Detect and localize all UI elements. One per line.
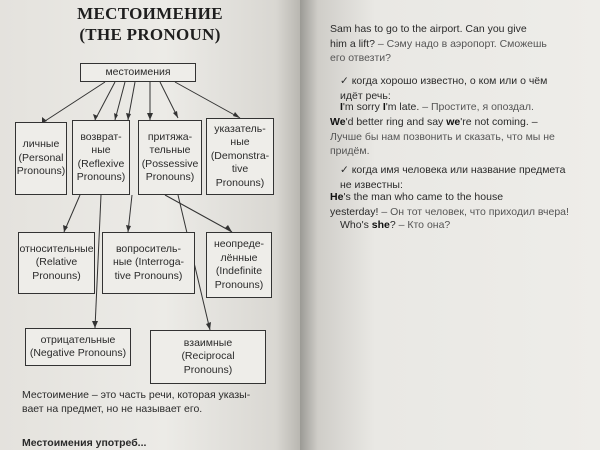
example-1-en-line1: Sam has to go to the airport. Can you give [330,23,527,35]
example-4-text-2: yesterday! [330,205,379,218]
box-relative: относительные (Relative Pronouns) [18,232,95,294]
example-1-ru-line2: его отвезти? [330,52,392,64]
example-3-ru: Лучше бы нам позвонить и сказать, что мы не придём. [330,130,555,157]
example-5 [340,218,595,233]
example-3-text-2: 're not coming. [460,116,529,128]
box-interrogative: вопроситель- ные (Interroga- tive Pronouns) [102,232,195,294]
box-personal: личные (Personal Pronouns) [15,122,67,195]
example-2-pronoun-2: I [382,101,386,113]
box-demonstrative: указатель- ные (Demonstra- tive Pronouns) [206,118,274,195]
example-4-ru: – Он тот человек, что приходил вчера! [378,205,569,218]
example-3-dash: – [528,116,538,128]
example-3-pronoun-1: We [330,116,346,128]
example-2-ru: – Простите, я опоздал. [419,101,534,113]
example-5-pronoun: she [371,219,390,231]
example-2 [340,100,595,115]
example-1 [330,22,595,66]
example-2-text-1: 'm sorry [342,101,383,113]
example-3-pronoun-2: we [446,116,461,128]
rule-1 [340,74,595,103]
example-5-text-1: Who's [340,219,372,231]
rule-2-line1: ✓ когда имя человека или название предмета [340,164,566,176]
example-1-ru-line1: – Сэму надо в аэропорт. Сможешь [374,37,547,50]
rule-2-line2: не известны: [340,178,403,191]
diagram-root-box: местоимения [80,63,196,82]
example-4-pronoun: He [330,191,344,203]
example-5-text-2: ? [389,219,396,231]
box-reflexive: возврат- ные (Reflexive Pronouns) [72,120,130,195]
example-5-ru: – Кто она? [395,219,451,231]
rule-2 [340,163,595,192]
example-2-pronoun-1: I [340,101,343,113]
definition-text: Местоимение – это часть речи, которая указы- вает на предмет, но не называет его. [22,389,251,415]
rule-1-line1: ✓ когда хорошо известно, о ком или о чём [340,75,548,87]
bottom-heading: Местоимения употреб... [22,437,147,449]
example-2-text-2: 'm late. [385,101,420,113]
right-page [300,0,600,450]
example-1-en-line2: him a lift? [330,37,375,50]
example-3 [330,115,595,159]
rule-1-line2: идёт речь: [340,89,391,102]
box-indefinite: неопреде- лённые (Indefinite Pronouns) [206,232,272,298]
box-possessive: притяжа- тельные (Possessive Pronouns) [138,120,202,195]
page-subtitle: (THE PRONOUN) [79,25,221,44]
box-negative: отрицательные (Negative Pronouns) [25,328,131,366]
example-4 [330,190,598,219]
example-4-text-1: 's the man who came to the house [343,191,504,203]
page-title: МЕСТОИМЕНИЕ [77,4,223,23]
example-3-text-1: 'd better ring and say [345,116,447,128]
box-reciprocal: взаимные (Reciprocal Pronouns) [150,330,266,384]
